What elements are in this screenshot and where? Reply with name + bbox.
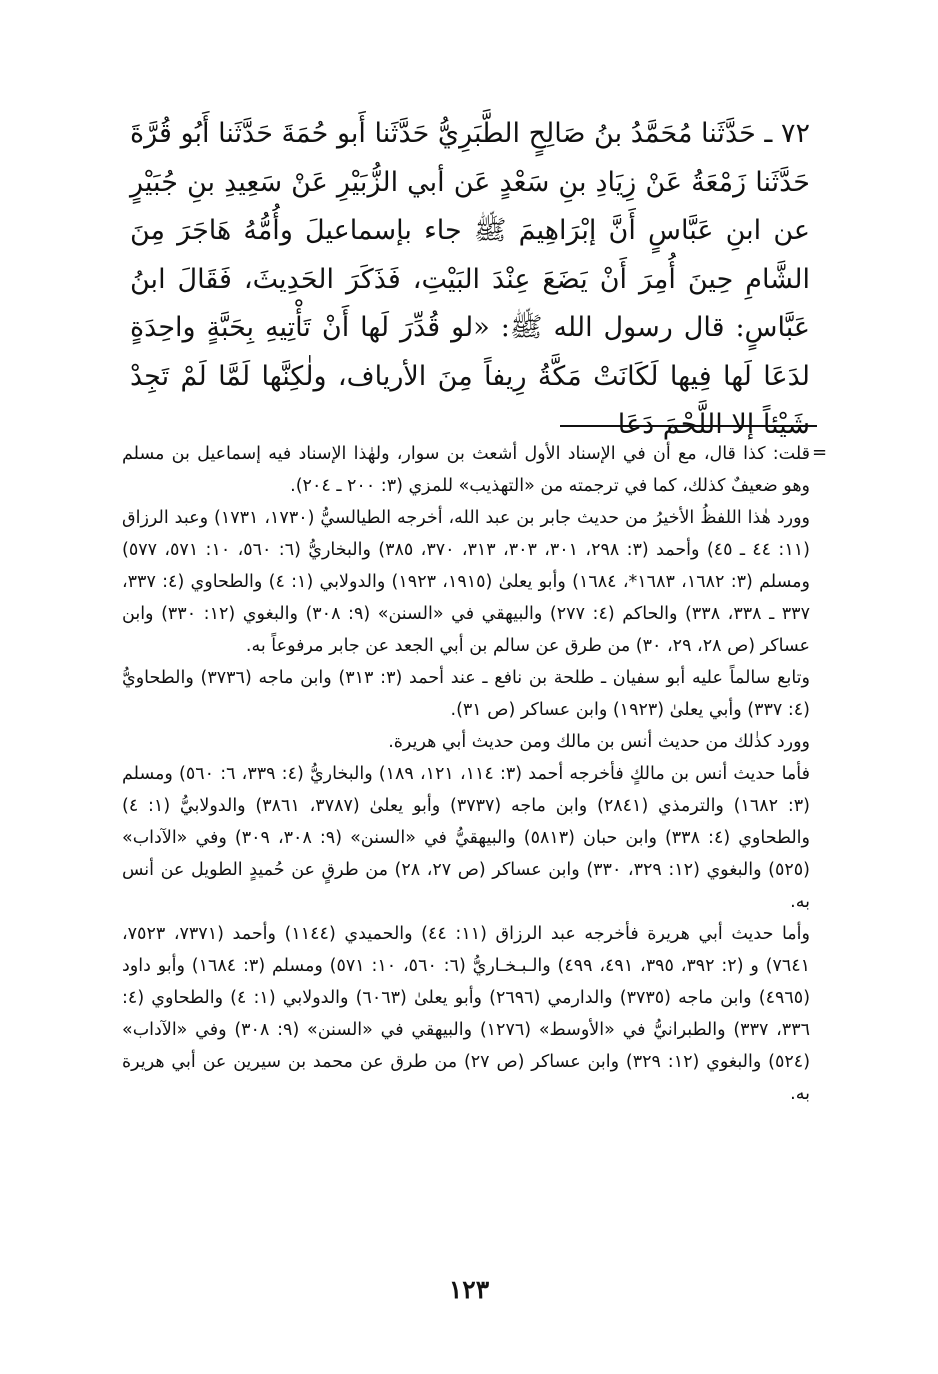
footnote-paragraph: وورد هٰذا اللفظُ الأخيرُ من حديث جابر بن عبد الله، أخرجه الطيالسيُّ (١٧٣٠، ١٧٣١) وعبد الرزاق (١١: ٤٤ ـ ٤٥) وأحمد (٣: ٢٩٨، ٣٠١، ٣٠٣، ٣١٣، ٣٧٠، ٣٨٥) والبخاريُّ (٦: ٥٦٠، ١٠: ٥٧١، ٥٧٧) ومسلم (٣: ١٦٨٢، ١٦٨٣*، ١٦٨٤) وأبو يعلىٰ (١٩١٥، ١٩٢٣) والدولابي (١: ٤) والطحاوي (٤: ٣٣٧، ٣٣٧ ـ ٣٣٨، ٣٣٨) والحاكم (٤: ٢٧٧) والبيهقي في «السنن» (٩: ٣٠٨) والبغوي (١٢: ٣٣٠) وابن عساكر (ص ٢٨، ٢٩، ٣٠) من طرق عن سالم بن أبي الجعد عن جابر مرفوعاً به. [122, 508, 810, 656]
footnotes [122, 438, 810, 1110]
footnote-continuation-mark: = [812, 442, 828, 463]
footnote-paragraph: وتابع سالماً عليه أبو سفيان ـ طلحة بن نافع ـ عند أحمد (٣: ٣١٣) وابن ماجه (٣٧٣٦) والطحاويُّ (٤: ٣٣٧) وأبي يعلىٰ (١٩٢٣) وابن عساكر (ص ٣١). [122, 668, 811, 720]
footnote-divider [560, 425, 817, 427]
footnote-paragraph: فأما حديث أنس بن مالكٍ فأخرجه أحمد (٣: ١١٤، ١٢١، ١٨٩) والبخاريُّ (٤: ٣٣٩، ٦: ٥٦٠) ومسلم (٣: ١٦٨٢) والترمذي (٢٨٤١) وابن ماجه (٣٧٣٧) وأبو يعلىٰ (٣٧٨٧، ٣٨٦١) والدولابيُّ (١: ٤) والطحاوي (٤: ٣٣٨) وابن حبان (٥٨١٣) والبيهقيُّ في «السنن» (٩: ٣٠٨، ٣٠٩) وفي «الآداب» (٥٢٥) والبغوي (١٢: ٣٢٩، ٣٣٠) وابن عساكر (ص ٢٧، ٢٨) من طرقٍ عن حُميدٍ الطويل عن أنس به. [122, 764, 811, 912]
footnote-paragraph: وورد كذٰلك من حديث أنس بن مالك ومن حديث أبي هريرة. [388, 732, 810, 752]
hadith-text [130, 110, 810, 450]
footnote-paragraph: وأما حديث أبي هريرة فأخرجه عبد الرزاق (١١: ٤٤) والحميدي (١١٤٤) وأحمد (٧٣٧١، ٧٥٢٣، ٧٦٤١) و (٢: ٣٩٢، ٣٩٥، ٤٩١، ٤٩٩) والـبـخـاريُّ (٦: ٥٦٠، ١٠: ٥٧١) ومسلم (٣: ١٦٨٤) وأبو داود (٤٩٦٥) وابن ماجه (٣٧٣٥) والدارمي (٢٦٩٦) وأبو يعلىٰ (٦٠٦٣) والدولابي (١: ٤) والطحاوي (٤: ٣٣٦، ٣٣٧) والطبرانيُّ في «الأوسط» (١٢٧٦) والبيهقي في «السنن» (٩: ٣٠٨) وفي «الآداب» (٥٢٤) والبغوي (١٢: ٣٢٩) وابن عساكر (ص ٢٧) من طرق عن محمد بن سيرين عن أبي هريرة به. [122, 924, 811, 1104]
footnote-paragraph: قلت: كذا قال، مع أن في الإسناد الأول أشعث بن سوار، ولهٰذا الإسناد فيه إسماعيل بن مسلم وهو ضعيفٌ كذلك، كما في ترجمته من «التهذيب» للمزي (٣: ٢٠٠ ـ ٢٠٤). [122, 444, 810, 496]
hadith-paragraph: ٧٢ ـ حَدَّثَنا مُحَمَّدُ بنُ صَالِحٍ الطَّبَرِيُّ حَدَّثَنا أَبو حُمَةَ حَدَّثَنا أَبُو قُرَّةَ حَدَّثَنا زَمْعَةُ عَنْ زِيَادِ بنِ سَعْدٍ عَن أبي الزُّبَيْرِ عَنْ سَعِيدِ بنِ جُبَيْرٍ عن ابنِ عَبَّاسٍ أَنَّ إبْرَاهِيمَ ﷺ جاء بإسماعيلَ وأُمُّهُ هَاجَرَ مِنَ الشَّامِ حِينَ أُمِرَ أَنْ يَضَعَ عِنْدَ البَيْتِ، فَذَكَرَ الحَدِيثَ، فَقَالَ ابنُ عَبَّاسٍ: قال رسول الله ﷺ: «لو قُدِّرَ لَها أَنْ تَأْتِيهِ بِحَبَّةٍ واحِدَةٍ لدَعَا لَها فِيها لَكَانَتْ مَكَّةُ رِيفاً مِنَ الأرياف، ولٰكِنَّها لَمَّا لَمْ تَجِدْ شَيْئاً إلا اللَّحْمَ دَعَا [130, 118, 810, 440]
page-number: ١٢٣ [448, 1275, 490, 1304]
